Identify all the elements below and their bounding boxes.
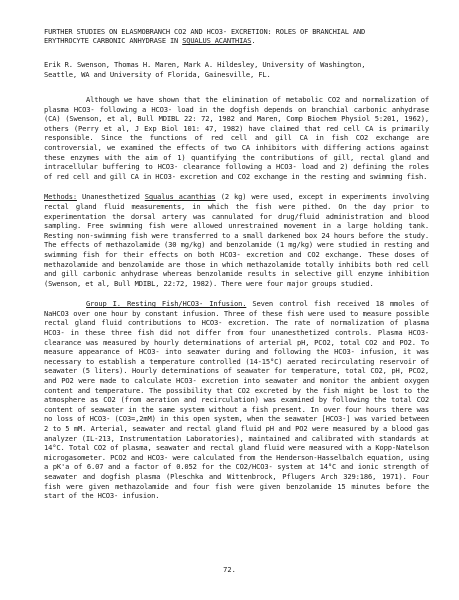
methods-species: Squalus acanthias xyxy=(144,192,216,202)
authors-line-1: Erik R. Swenson, Thomas H. Maren, Mark A. Hildesley, University of Washington, xyxy=(44,60,366,69)
authors-line-2: Seattle, WA and University of Florida, Gainesville, FL. xyxy=(44,70,271,79)
document-title xyxy=(44,28,429,46)
group1-text: Seven control fish received 18 mmoles of NaHCO3 over one hour by constant infusion. Three of these fish were used to measure possible rectal gland fluid contributions to HCO3- excretion. The rate of normalization of plasma HCO3- in these three fish did not differ from four unanesthetized controls. Plasma HCO3- clearance was measured by hourly determinations of arterial pH, PCO2, total CO2 and PO2. To measure appearance of HCO3- into seawater during and following the HCO3- infusion, it was necessary to establish a temperature controlled (14-15°C) aerated recirculating reservoir of seawater (5 liters). Hourly determinations of seawater for temperature, total CO2, pH, PCO2, and PO2 were made to calculate HCO3- excretion into seawater and monitor the ambient oxygen content and temperature. The possibility that CO2 excreted by the fish might be lost to the atmosphere as CO2 (from aeration and recirculation) was examined by following the total CO2 content of seawater in the same system without a fish present. In over four hours there was no loss of HCO3- (CO3=,2mM) in this open system, when the seawater [HCO3-] was varied between 2 to 5 mM. Arterial, seawater and rectal gland fluid pH and PO2 were measured by a blood gas analyzer (IL-213, Instrumentation Laboratories), maintained and calibrated with standards at 14°C. Total CO2 of plasma, seawater and rectal gland fluid were measured with a Kopp-Natelson microgasometer. PCO2 and HCO3- were calculated from the Henderson-Hasselbalch equation, using a pK'a of 6.07 and a factor of 0.052 for the CO2/HCO3- system at 14°C and ionic strength of seawater and dogfish plasma (Pleschka and Wittenbrock, Pflugers Arch 329:186, 1971). Four fish were given methazolamide and four fish were given benzolamide 15 minutes before the start of the HCO3- infusion. xyxy=(44,299,429,501)
author-affiliations xyxy=(44,60,429,80)
title-line-1: FURTHER STUDIES ON ELASMOBRANCH CO2 AND HCO3- EXCRETION: ROLES OF BRANCHIAL AND xyxy=(44,28,366,36)
title-period: . xyxy=(251,37,256,45)
methods-paragraph xyxy=(44,192,429,288)
methods-text: (2 kg) were used, except in experiments involving rectal gland fluid measurements, in which the fish were pithed. On the day prior to experimentation the dorsal artery was cannulated for drug/fluid administration and blood sampling. Free swimming fish were allowed unrestrained movement in a large holding tank. Resting non-swimming fish were transferred to a small darkened box 24 hours before the study. The effects of methazolamide (30 mg/kg) and benzolamide (1 mg/kg) were studied in resting and swimming fish for their effects on both HCO3- excretion and CO2 exchange. These doses of methazolamide and benzolamide are those in which methazolamide totally inhibits both red cell and gill carbonic anhydrase whereas benzolamide results in selective gill enzyme inhibition (Swenson, et al, Bull MDIBL, 22:72, 1982). There were four major groups studied. xyxy=(44,192,429,288)
intro-text: Although we have shown that the elimination of metabolic CO2 and normalization of plasma HCO3- following a HCO3- load in the dogfish depends on branchial carbonic anhydrase (CA) (Swenson, et al, Bull MDIBL 22: 72, 1982 and Maren, Comp Biochem Physiol 5:201, 1962), others (Perry et al, J Exp Biol 101: 47, 1982) have claimed that red cell CA is primarily responsible. Since the functions of red cell and gill CA in fish CO2 exchange are controversial, we examined the effects of two CA inhibitors with differing actions against these enzymes with the aim of 1) quantifying the contributions of gill, rectal gland and intracellular buffering to HCO3- clearance following a HCO3- load and 2) defining the roles of red cell and gill CA in HCO3- excretion and CO2 exchange in the resting and swimming fish. xyxy=(44,95,429,181)
group1-paragraph xyxy=(44,299,429,500)
title-species: SQUALUS ACANTHIAS xyxy=(182,37,252,45)
title-line-2: ERYTHROCYTE CARBONIC ANHYDRASE IN xyxy=(44,37,183,45)
intro-paragraph xyxy=(44,95,429,181)
document-page xyxy=(44,28,429,512)
methods-heading: Methods: xyxy=(44,192,77,202)
group1-heading: Group I. Resting Fish/HCO3- Infusion. xyxy=(86,299,247,309)
methods-pre-species: Unanesthetized xyxy=(76,192,145,202)
page-number: 72. xyxy=(223,566,236,574)
